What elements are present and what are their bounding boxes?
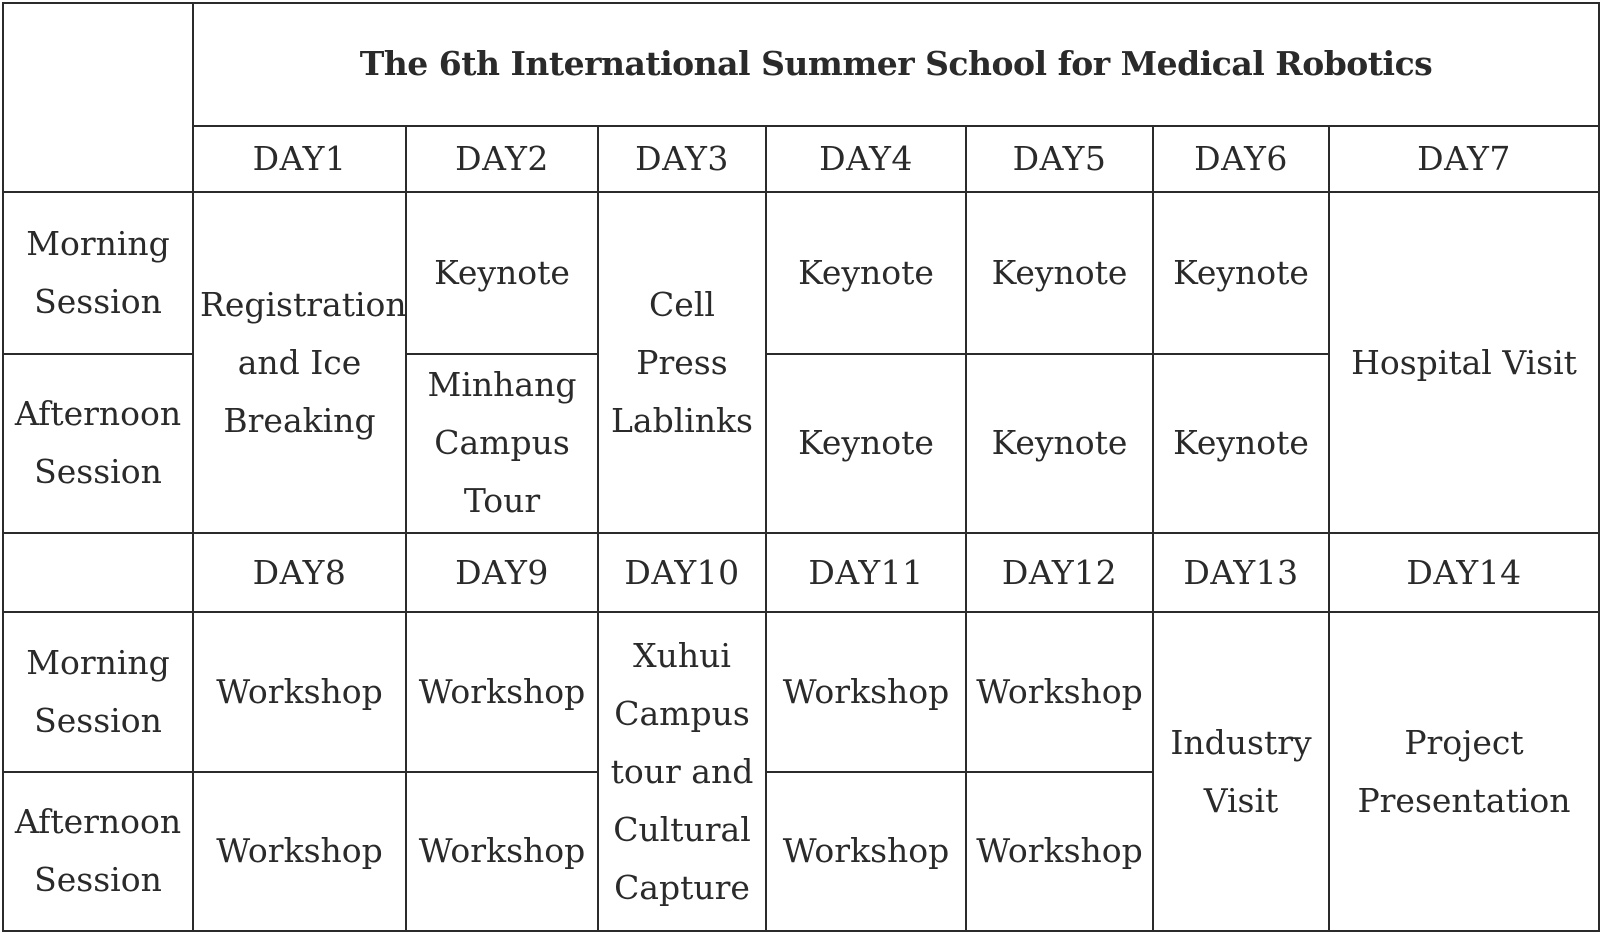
day-header: DAY5 (966, 126, 1153, 192)
week2-corner-cell (3, 533, 193, 612)
day9-afternoon-activity: Workshop (406, 772, 598, 931)
day12-morning-activity: Workshop (966, 612, 1153, 771)
day1-activity: Registration and Ice Breaking (193, 192, 406, 533)
day5-morning-activity: Keynote (966, 192, 1153, 353)
morning-session-label: Morning Session (3, 192, 193, 353)
day-header: DAY14 (1329, 533, 1599, 612)
day7-activity: Hospital Visit (1329, 192, 1599, 533)
afternoon-session-label: Afternoon Session (3, 354, 193, 534)
day-header: DAY10 (598, 533, 766, 612)
day2-afternoon-activity: Minhang Campus Tour (406, 354, 598, 534)
day11-afternoon-activity: Workshop (766, 772, 966, 931)
schedule-table (2, 2, 1600, 932)
day-header: DAY3 (598, 126, 766, 192)
day6-afternoon-activity: Keynote (1153, 354, 1329, 534)
day-header: DAY12 (966, 533, 1153, 612)
day-header: DAY6 (1153, 126, 1329, 192)
day8-afternoon-activity: Workshop (193, 772, 406, 931)
day-header: DAY9 (406, 533, 598, 612)
day4-afternoon-activity: Keynote (766, 354, 966, 534)
morning-session-label: Morning Session (3, 612, 193, 771)
corner-cell (3, 3, 193, 192)
day-header: DAY4 (766, 126, 966, 192)
day10-activity: Xuhui Campus tour and Cultural Capture (598, 612, 766, 931)
day9-morning-activity: Workshop (406, 612, 598, 771)
day-header: DAY1 (193, 126, 406, 192)
day11-morning-activity: Workshop (766, 612, 966, 771)
day-header: DAY7 (1329, 126, 1599, 192)
day8-morning-activity: Workshop (193, 612, 406, 771)
day14-activity: Project Presentation (1329, 612, 1599, 931)
day13-activity: Industry Visit (1153, 612, 1329, 931)
day2-morning-activity: Keynote (406, 192, 598, 353)
day-header: DAY8 (193, 533, 406, 612)
day4-morning-activity: Keynote (766, 192, 966, 353)
day-header: DAY11 (766, 533, 966, 612)
day6-morning-activity: Keynote (1153, 192, 1329, 353)
afternoon-session-label: Afternoon Session (3, 772, 193, 931)
day12-afternoon-activity: Workshop (966, 772, 1153, 931)
day-header: DAY13 (1153, 533, 1329, 612)
schedule-title: The 6th International Summer School for Medical Robotics (193, 3, 1599, 126)
day5-afternoon-activity: Keynote (966, 354, 1153, 534)
day3-activity: Cell Press Lablinks (598, 192, 766, 533)
day-header: DAY2 (406, 126, 598, 192)
